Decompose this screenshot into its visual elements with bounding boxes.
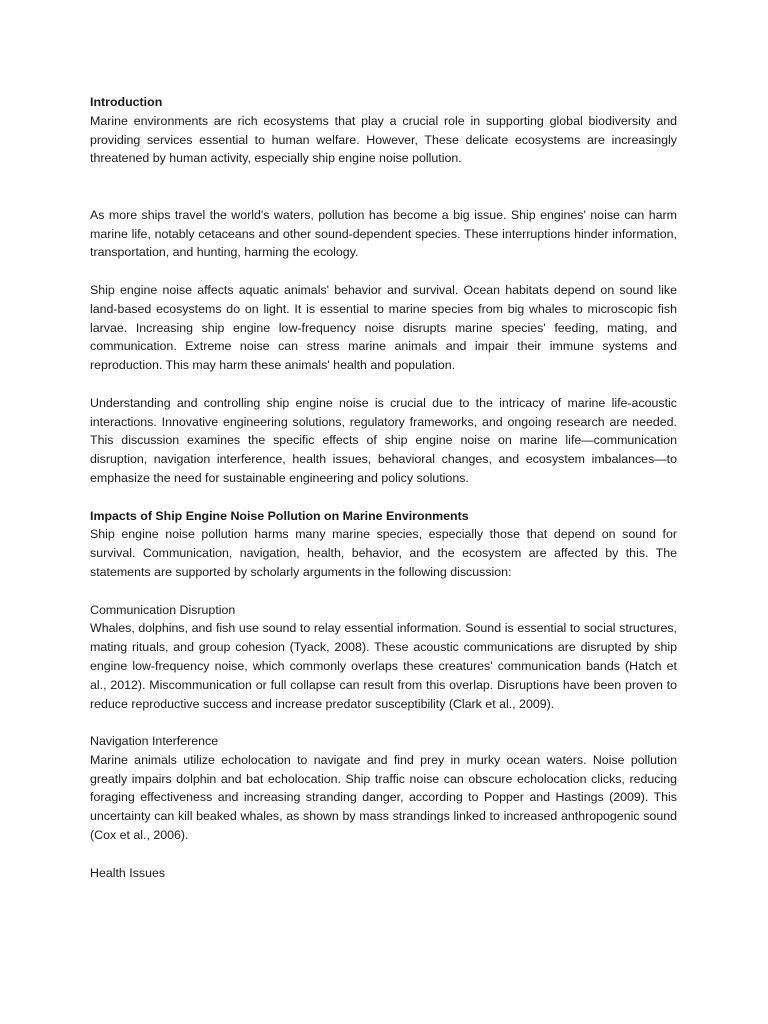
spacer bbox=[90, 375, 677, 394]
spacer bbox=[90, 262, 677, 281]
impacts-heading: Impacts of Ship Engine Noise Pollution on Marine Environments bbox=[90, 508, 469, 523]
navigation-paragraph: Marine animals utilize echolocation to navigate and find prey in murky ocean waters. Noise pollution greatly impairs dolphin and bat echolocation. Ship traffic noise can obscure echolocation clicks, reducing foraging effectiveness and increasing stranding danger, according to Popper and Hastings (2009). This uncertainty can kill beaked whales, as shown by mass strandings linked to increased anthropogenic sound (Cox et al., 2006). bbox=[90, 752, 677, 843]
intro-heading: Introduction bbox=[90, 95, 163, 109]
intro-paragraph-3: Ship engine noise affects aquatic animals' behavior and survival. Ocean habitats depend on sound like land-based ecosystems do on light. It is essential to marine species from big whales to microscopic fish larvae. Increasing ship engine low-frequency noise disrupts marine species' feeding, mating, and communication. Extreme noise can stress marine animals and impair their immune systems and reproduction. This may harm these animals' health and population. bbox=[90, 282, 677, 373]
intro-paragraph-1: Marine environments are rich ecosystems that play a crucial role in supporting global biodiversity and providing services essential to human welfare. However, These delicate ecosystems are increasingly threatened by human activity, especially ship engine noise pollution. bbox=[90, 113, 677, 166]
communication-paragraph: Whales, dolphins, and fish use sound to relay essential information. Sound is essential to social structures, mating rituals, and group cohesion (Tyack, 2008). These acoustic communications are disrupted by ship engine low-frequency noise, which commonly overlaps these creatures' communication bands (Hatch et al., 2012). Miscommunication or full collapse can result from this overlap. Disruptions have been proven to reduce reproductive success and increase predator susceptibility (Clark et al., 2009). bbox=[90, 621, 677, 711]
communication-heading: Communication Disruption bbox=[90, 602, 236, 617]
intro-paragraph-4: Understanding and controlling ship engine noise is crucial due to the intricacy of marine life-acoustic interactions. Innovative engineering solutions, regulatory frameworks, and ongoing research are needed. This discussion examines the specific effects of ship engine noise on marine life—communication disruption, navigation interference, health issues, behavioral changes, and ecosystem imbalances—to emphasize the need for sustainable engineering and policy solutions. bbox=[90, 395, 677, 485]
spacer bbox=[90, 845, 677, 864]
spacer bbox=[90, 582, 677, 601]
spacer bbox=[90, 488, 677, 507]
intro-paragraph-2: As more ships travel the world's waters, pollution has become a big issue. Ship engines' noise can harm marine life, notably cetaceans and other sound-dependent species. These interruptions hinder information, transportation, and hunting, harming the ecology. bbox=[90, 207, 677, 260]
spacer bbox=[90, 168, 677, 206]
impacts-paragraph-1: Ship engine noise pollution harms many marine species, especially those that depend on sound for survival. Communication, navigation, health, behavior, and the ecosystem are affected by this. The statements are supported by scholarly arguments in the following discussion: bbox=[90, 527, 677, 579]
document-page bbox=[90, 93, 677, 882]
navigation-heading: Navigation Interference bbox=[90, 734, 219, 749]
health-heading: Health Issues bbox=[90, 865, 166, 880]
spacer bbox=[90, 713, 677, 732]
